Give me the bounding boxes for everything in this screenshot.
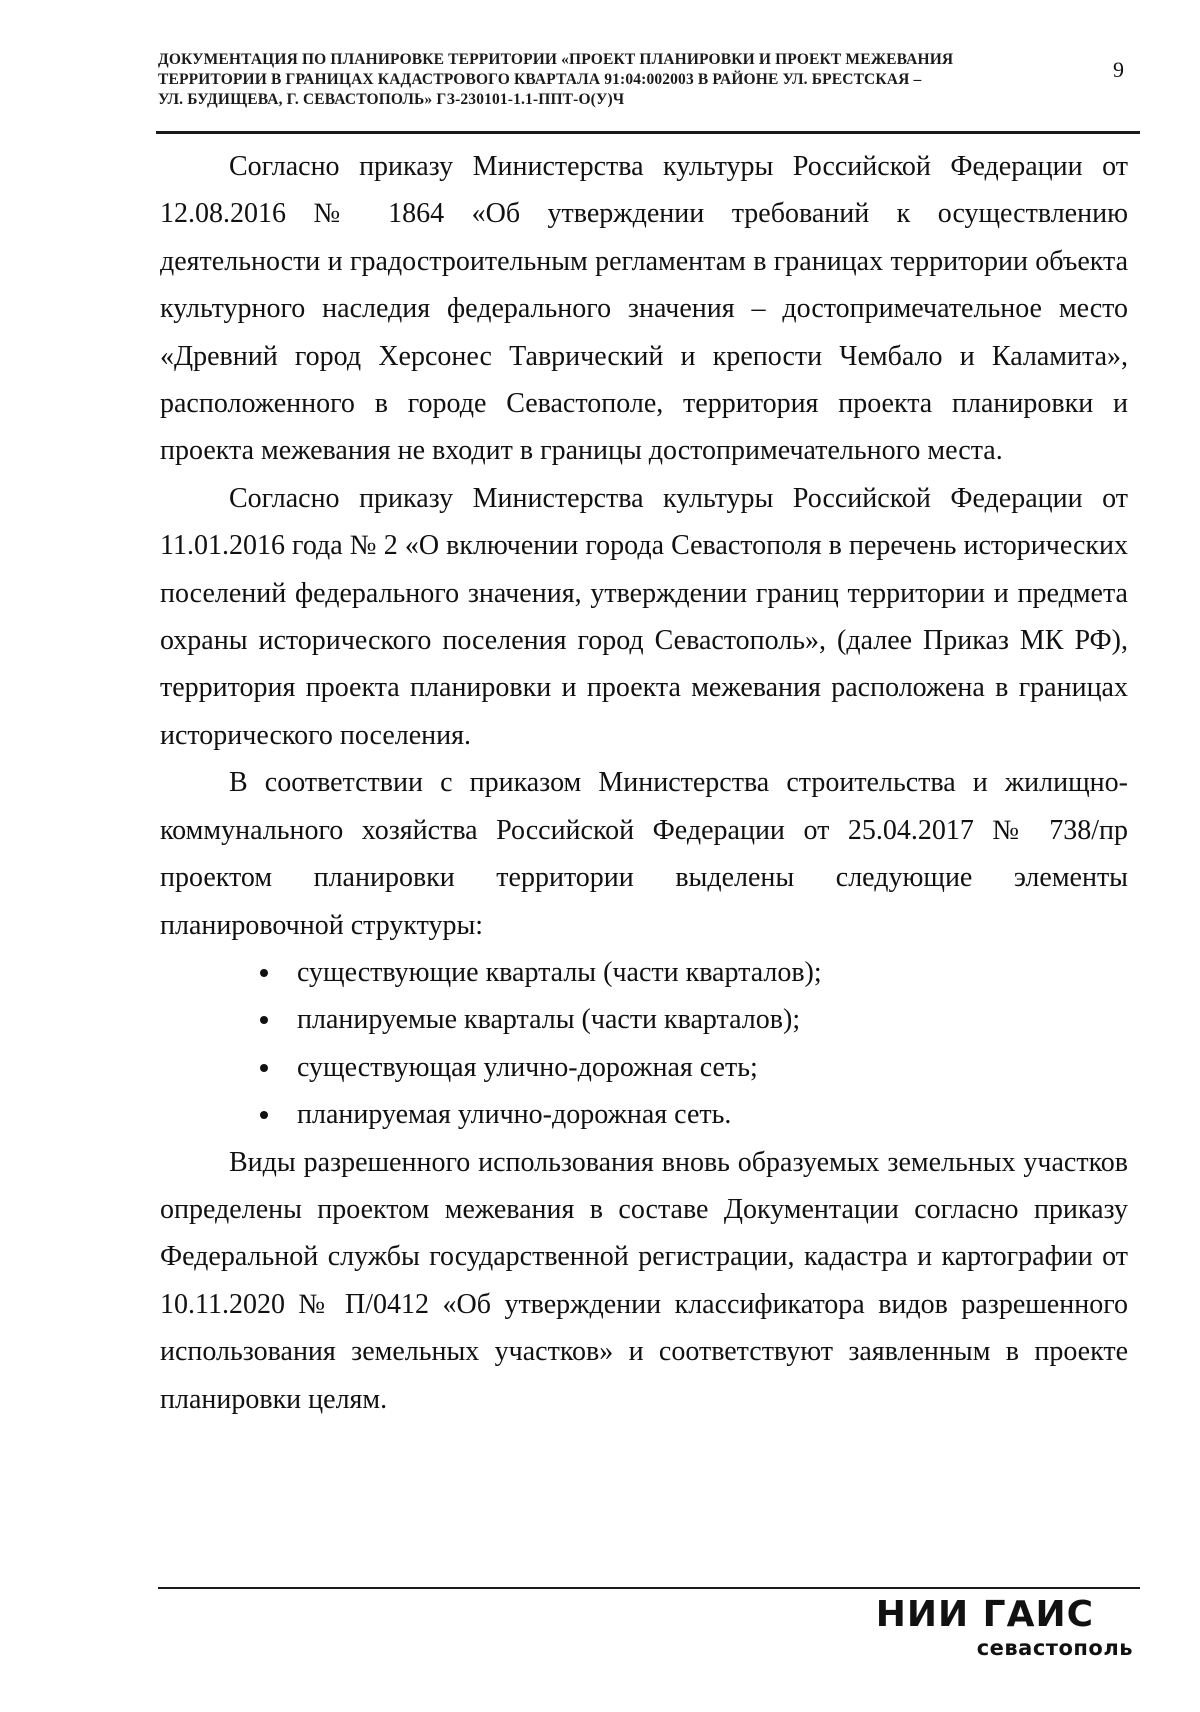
logo-main-text: НИИ ГАИС (875, 1594, 1094, 1635)
page-number: 9 (1113, 57, 1124, 82)
header-divider (156, 131, 1140, 134)
list-item (160, 1044, 1128, 1091)
company-logo (875, 1594, 1140, 1670)
document-header (158, 50, 1058, 110)
header-line-1: ДОКУМЕНТАЦИЯ ПО ПЛАНИРОВКЕ ТЕРРИТОРИИ «ПРОЕКТ ПЛАНИРОВКИ И ПРОЕКТ МЕЖЕВАНИЯ (158, 51, 954, 68)
list-item-text: существующая улично-дорожная сеть; (297, 1051, 758, 1083)
list-item (160, 1091, 1128, 1138)
list-item (160, 996, 1128, 1043)
bullet-icon (260, 1016, 268, 1024)
header-line-2: ТЕРРИТОРИИ В ГРАНИЦАХ КАДАСТРОВОГО КВАРТАЛА 91:04:002003 В РАЙОНЕ УЛ. БРЕСТСКАЯ – (158, 71, 922, 88)
paragraph-3: В соответствии с приказом Министерства строительства и жилищно-коммунального хозяйства Российской Федерации от 25.04.2017 № 738/пр проектом планировки территории выделены следующие элементы планировочной структуры: (160, 767, 1128, 941)
paragraph-2: Согласно приказу Министерства культуры Российской Федерации от 11.01.2016 года № 2 «О включении города Севастополя в перечень исторических поселений федерального значения, утверждении границ территории и предмета охраны исторического поселения город Севастополь», (далее Приказ МК РФ), территория проекта планировки и проекта межевания расположена в границах исторического поселения. (160, 482, 1128, 751)
planning-elements-list (160, 949, 1128, 1139)
paragraph-4: Виды разрешенного использования вновь образуемых земельных участков определены проектом межевания в составе Документации согласно приказу Федеральной службы государственной регистрации, кадастра и картографии от 10.11.2020 № П/0412 «Об утверждении классификатора видов разрешенного использования земельных участков» и соответствуют заявленным в проекте планировки целям. (160, 1146, 1128, 1415)
paragraph-1: Согласно приказу Министерства культуры Российской Федерации от 12.08.2016 № 1864 «Об утверждении требований к осуществлению деятельности и градостроительным регламентам в границах территории объекта культурного наследия федерального значения – достопримечательное место «Древний город Херсонес Таврический и крепости Чембало и Каламита», расположенного в городе Севастополе, территория проекта планировки и проекта межевания не входит в границы достопримечательного места. (160, 151, 1128, 467)
list-item-text: планируемая улично-дорожная сеть. (297, 1099, 732, 1131)
logo-sub-text: севастополь (976, 1636, 1133, 1660)
document-body (160, 143, 1128, 1423)
footer-divider (158, 1587, 1140, 1589)
bullet-icon (260, 969, 268, 977)
header-line-3: УЛ. БУДИЩЕВА, Г. СЕВАСТОПОЛЬ» ГЗ-230101-1.1-ППТ-О(У)Ч (158, 91, 625, 108)
list-item-text: планируемые кварталы (части кварталов); (297, 1004, 801, 1036)
list-item-text: существующие кварталы (части кварталов); (297, 956, 822, 988)
list-item (160, 949, 1128, 996)
bullet-icon (260, 1064, 268, 1072)
bullet-icon (260, 1111, 268, 1119)
